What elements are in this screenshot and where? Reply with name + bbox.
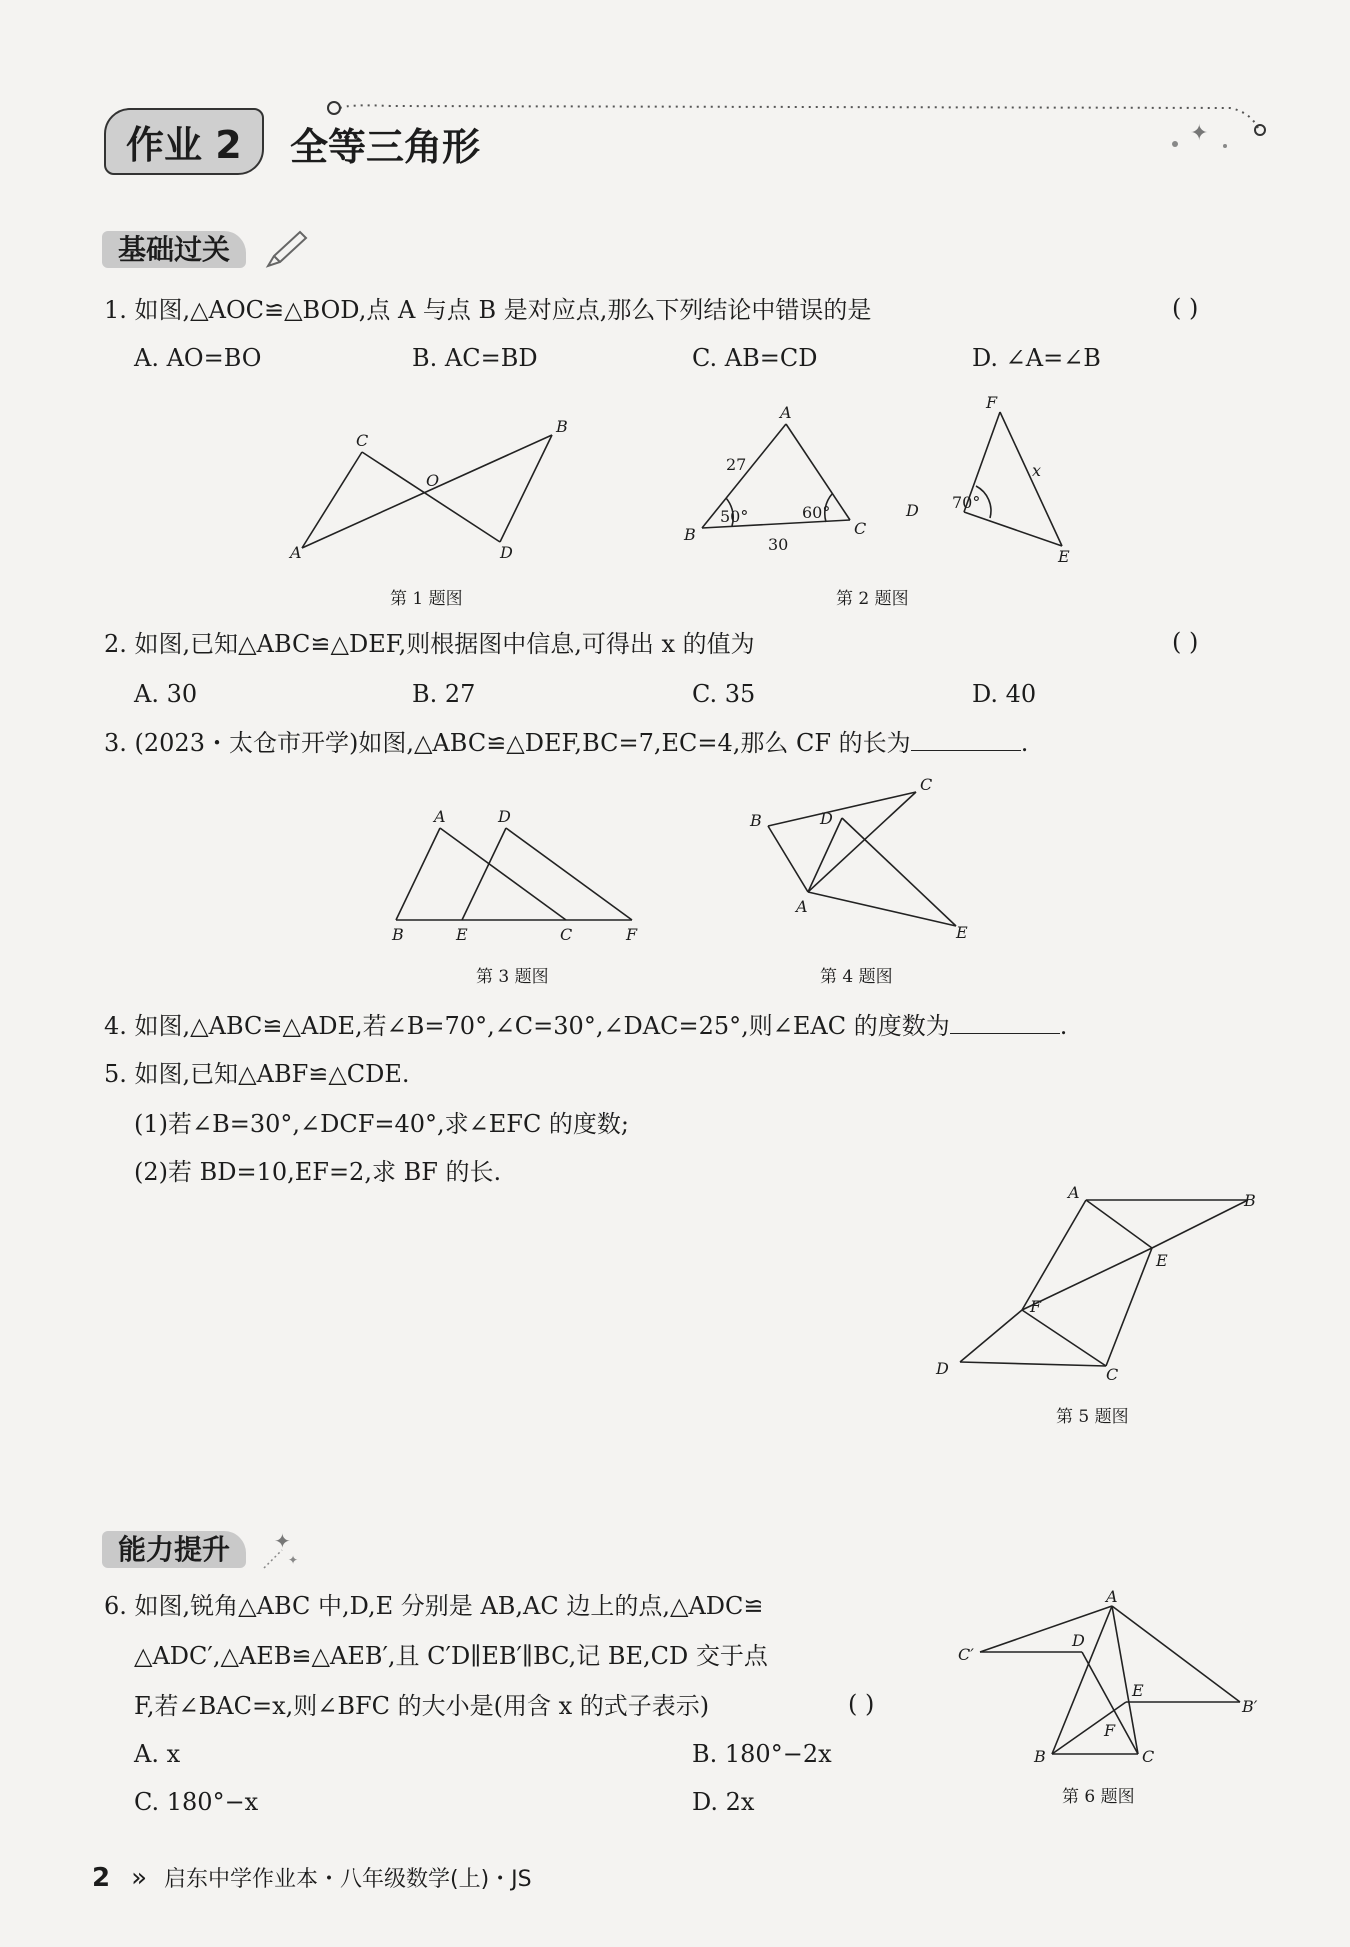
section-advanced-label: 能力提升 — [102, 1531, 246, 1568]
fig4-label-a: A — [796, 897, 808, 916]
header — [100, 100, 1260, 180]
fig6-label-b: B — [1034, 1747, 1046, 1766]
fig6-label-e: E — [1132, 1681, 1144, 1700]
q1-option-c: C. AB=CD — [692, 344, 818, 372]
fig1-label-o: O — [426, 471, 440, 490]
svg-text:✦: ✦ — [274, 1529, 291, 1553]
question-2-stem: 2. 如图,已知△ABC≌△DEF,则根据图中信息,可得出 x 的值为 — [104, 630, 755, 658]
fig5-label-a: A — [1068, 1183, 1080, 1202]
question-4-stem: 4. 如图,△ABC≌△ADE,若∠B=70°,∠C=30°,∠DAC=25°,则∠EAC 的度数为 — [104, 1012, 950, 1040]
question-4 — [104, 1010, 1067, 1042]
question-2-answer-paren[interactable]: ( ) — [1172, 628, 1199, 656]
fig2-angle-50: 50° — [720, 507, 749, 526]
caption-fig1: 第 1 题图 — [390, 589, 463, 609]
q6-option-a: A. x — [134, 1740, 181, 1768]
fig4-label-c: C — [920, 775, 933, 794]
fig2-side-27: 27 — [726, 455, 747, 474]
fig6-label-c: C — [1142, 1747, 1155, 1766]
fig2-label-c: C — [854, 519, 867, 538]
question-4-answer-blank[interactable] — [950, 1011, 1060, 1034]
q2-option-c: C. 35 — [692, 680, 756, 708]
fig5-label-b: B — [1244, 1191, 1256, 1210]
book-title: 启东中学作业本・八年级数学(上)・JS — [164, 1867, 532, 1892]
fig3-label-e: E — [456, 925, 468, 944]
caption-fig3: 第 3 题图 — [476, 967, 549, 987]
fig2-angle-70: 70° — [952, 493, 981, 512]
caption-fig6: 第 6 题图 — [1062, 1787, 1135, 1807]
stars-icon — [260, 1524, 310, 1574]
fig1-label-b: B — [556, 417, 568, 436]
fig3-label-d: D — [498, 807, 511, 826]
homework-badge: 作业 2 — [104, 108, 264, 175]
question-6-answer-paren[interactable]: ( ) — [848, 1690, 875, 1718]
q1-option-b: B. AC=BD — [412, 344, 538, 372]
sparkle-icon: ✦ — [1190, 121, 1209, 146]
question-3 — [104, 727, 1028, 759]
section-basic-header — [102, 228, 246, 268]
question-5-part-2: (2)若 BD=10,EF=2,求 BF 的长. — [134, 1158, 502, 1186]
caption-fig2: 第 2 题图 — [836, 589, 909, 609]
section-advanced-header — [102, 1528, 299, 1568]
pencil-icon — [260, 228, 310, 272]
page-footer — [92, 1862, 532, 1893]
page-number: 2 — [92, 1863, 111, 1893]
fig3-label-c: C — [560, 925, 573, 944]
page-title: 全等三角形 — [290, 125, 481, 169]
fig4-label-e: E — [956, 923, 968, 942]
q2-option-b: B. 27 — [412, 680, 476, 708]
fig2-label-f: F — [986, 393, 998, 412]
fig2-label-b: B — [684, 525, 696, 544]
fig6-label-b-prime: B′ — [1242, 1697, 1258, 1716]
question-3-stem: 3. (2023・太仓市开学)如图,△ABC≌△DEF,BC=7,EC=4,那么 CF 的长为 — [104, 729, 911, 757]
double-chevron-icon: » — [131, 1863, 148, 1893]
section-basic-label: 基础过关 — [102, 231, 246, 268]
fig1-label-d: D — [500, 543, 513, 562]
fig3-label-a: A — [434, 807, 446, 826]
fig6-label-c-prime: C′ — [958, 1645, 974, 1664]
fig2-angle-60: 60° — [802, 503, 831, 522]
fig5-label-e: E — [1156, 1251, 1168, 1270]
q6-option-b: B. 180°−2x — [692, 1740, 832, 1768]
fig5-label-d: D — [936, 1359, 949, 1378]
fig2-side-x: x — [1032, 461, 1042, 480]
question-1-stem: 1. 如图,△AOC≌△BOD,点 A 与点 B 是对应点,那么下列结论中错误的是 — [104, 296, 872, 324]
q6-option-c: C. 180°−x — [134, 1788, 259, 1816]
fig1-label-a: A — [290, 543, 302, 562]
figure-1 — [280, 410, 600, 570]
fig3-label-f: F — [626, 925, 638, 944]
question-6-line-1: 6. 如图,锐角△ABC 中,D,E 分别是 AB,AC 边上的点,△ADC≌ — [104, 1592, 764, 1620]
figure-6 — [950, 1590, 1270, 1780]
question-5-part-1: (1)若∠B=30°,∠DCF=40°,求∠EFC 的度数; — [134, 1110, 630, 1138]
question-3-answer-blank[interactable] — [911, 728, 1021, 751]
question-1-answer-paren[interactable]: ( ) — [1172, 294, 1199, 322]
fig1-label-c: C — [356, 431, 369, 450]
question-3-period: . — [1020, 729, 1029, 757]
figure-2 — [680, 390, 1090, 570]
question-6-line-2: △ADC′,△AEB≌△AEB′,且 C′D∥EB′∥BC,记 BE,CD 交于点 — [134, 1642, 768, 1670]
fig6-label-d: D — [1072, 1631, 1085, 1650]
q6-option-d: D. 2x — [692, 1788, 755, 1816]
question-4-period: . — [1059, 1012, 1068, 1040]
figure-5 — [920, 1180, 1260, 1380]
svg-text:✦: ✦ — [288, 1553, 299, 1567]
fig4-label-b: B — [750, 811, 762, 830]
fig2-label-e: E — [1058, 547, 1070, 566]
q2-option-a: A. 30 — [134, 680, 198, 708]
fig4-label-d: D — [820, 809, 833, 828]
fig2-label-a: A — [780, 403, 792, 422]
fig2-label-d: D — [906, 501, 919, 520]
figure-4 — [740, 770, 990, 950]
question-6-line-3: F,若∠BAC=x,则∠BFC 的大小是(用含 x 的式子表示) — [134, 1692, 710, 1720]
q1-option-d: D. ∠A=∠B — [972, 344, 1101, 372]
q1-option-a: A. AO=BO — [134, 344, 262, 372]
fig6-label-f: F — [1104, 1721, 1116, 1740]
caption-fig5: 第 5 题图 — [1056, 1407, 1129, 1427]
fig5-label-c: C — [1106, 1365, 1119, 1380]
fig5-label-f: F — [1030, 1297, 1042, 1316]
question-5-stem: 5. 如图,已知△ABF≌△CDE. — [104, 1060, 410, 1088]
fig6-label-a: A — [1106, 1590, 1118, 1606]
fig3-label-b: B — [392, 925, 404, 944]
figure-3 — [380, 800, 660, 950]
fig2-side-30: 30 — [768, 535, 789, 554]
caption-fig4: 第 4 题图 — [820, 967, 893, 987]
q2-option-d: D. 40 — [972, 680, 1037, 708]
